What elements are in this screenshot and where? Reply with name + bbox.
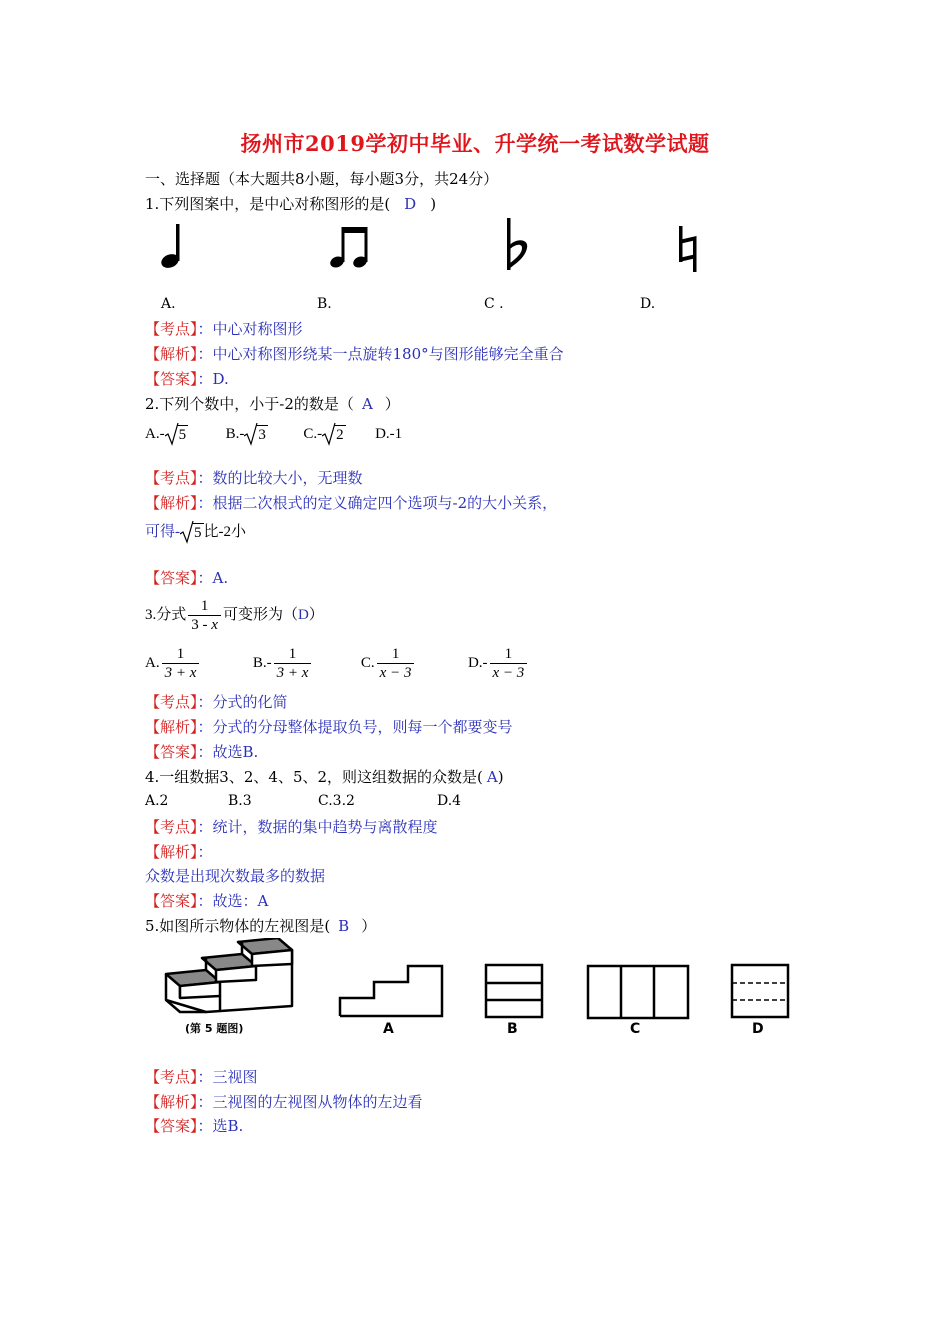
analysis-tag: 【解析】 xyxy=(145,494,198,512)
flat-sign-icon xyxy=(503,216,533,272)
sqrt-b: 3 xyxy=(244,425,268,445)
q2-stem-close: ） xyxy=(384,395,400,413)
q3-options xyxy=(145,643,529,683)
q4-stem xyxy=(145,767,504,787)
q4-point: ：统计，数据的集中趋势与离散程度 xyxy=(197,818,438,836)
q3-option-a: A. xyxy=(145,655,160,671)
q5-answer: B xyxy=(338,917,350,935)
q3-point: ：分式的化简 xyxy=(197,693,288,711)
q2-point: ：数的比较大小，无理数 xyxy=(197,469,363,487)
q3-result: ：故选B. xyxy=(197,743,259,761)
q2-option-b: B.- xyxy=(225,426,245,442)
q3-option-c-fraction: $\frac{1}{x - 3}$ xyxy=(377,645,415,682)
q2-stem xyxy=(145,394,400,414)
q5-option-b-shape xyxy=(484,963,544,1019)
q1-analysis: ：中心对称图形绕某一点旋转180°与图形能够完全重合 xyxy=(197,345,564,363)
q3-option-a-fraction: $\frac{1}{3 + x}$ xyxy=(162,645,200,682)
q5-stem-text: 5.如图所示物体的左视图是( xyxy=(145,917,331,935)
section-heading: 一、选择题（本大题共8小题，每小题3分，共24分） xyxy=(145,170,499,188)
quarter-note-icon xyxy=(155,220,195,272)
q4-option-d: D.4 xyxy=(437,793,462,809)
q2-option-d: D.-1 xyxy=(375,426,403,442)
q5-option-c-shape xyxy=(586,964,690,1020)
natural-sign-icon xyxy=(673,224,705,274)
q3-option-d: D.- xyxy=(467,655,488,671)
result-tag: 【答案】 xyxy=(145,569,198,587)
q5-stem-close: ） xyxy=(361,917,377,935)
q5-option-d-shape xyxy=(730,963,790,1019)
q5-analysis-line xyxy=(145,1092,423,1112)
q5-fig-label-c: C xyxy=(630,1021,641,1037)
q2-extra-post: 比-2小 xyxy=(203,524,246,540)
q3-answer: D xyxy=(297,607,309,623)
q2-analysis-line xyxy=(145,493,557,513)
q3-option-b-fraction: $\frac{1}{3 + x}$ xyxy=(274,645,312,682)
q3-stem-text-2: 可变形为（ xyxy=(222,607,298,623)
q4-point-line xyxy=(145,817,438,837)
q3-point-line xyxy=(145,692,288,712)
q4-extra-line xyxy=(145,866,325,886)
q1-option-b: B. xyxy=(317,296,332,312)
analysis-tag: 【解析】 xyxy=(145,718,198,736)
point-tag: 【考点】 xyxy=(145,469,198,487)
q3-stem xyxy=(145,595,324,635)
q1-stem xyxy=(145,194,436,214)
q5-fig-label-d: D xyxy=(752,1021,764,1037)
q4-analysis-line xyxy=(145,842,213,862)
sqrt-c: 2 xyxy=(322,425,346,445)
q1-point-line xyxy=(145,319,303,339)
q4-extra: 众数是出现次数最多的数据 xyxy=(145,867,326,885)
q4-stem-text: 4.一组数据3、2、4、5、2，则这组数据的众数是( xyxy=(145,768,483,786)
analysis-tag: 【解析】 xyxy=(145,843,198,861)
q5-option-a-shape xyxy=(338,964,444,1018)
q4-stem-close: ) xyxy=(497,768,504,786)
q3-option-d-fraction: $\frac{1}{x - 3}$ xyxy=(490,645,528,682)
q2-option-c: C.- xyxy=(303,426,323,442)
q1-stem-close: ) xyxy=(430,195,437,213)
q5-fig-label-b: B xyxy=(507,1021,518,1037)
q5-point-line xyxy=(145,1067,258,1087)
page-title: 扬州市2019学初中毕业、升学统一考试数学试题 xyxy=(240,131,710,156)
q1-option-c: C . xyxy=(484,296,504,312)
result-tag: 【答案】 xyxy=(145,892,198,910)
q5-result-line xyxy=(145,1116,243,1136)
q4-answer: A xyxy=(486,768,498,786)
q5-analysis: ：三视图的左视图从物体的左边看 xyxy=(197,1093,423,1111)
q3-option-b: B.- xyxy=(252,655,272,671)
q1-option-a: A. xyxy=(161,296,176,312)
analysis-tag: 【解析】 xyxy=(145,345,198,363)
q3-analysis-line xyxy=(145,717,513,737)
q1-result: ：D. xyxy=(197,370,229,388)
q3-option-c: C. xyxy=(360,655,375,671)
q2-result: ：A. xyxy=(197,569,229,587)
q2-point-line xyxy=(145,468,363,488)
q2-answer: A xyxy=(361,395,373,413)
q3-result-line xyxy=(145,742,258,762)
q3-stem-close: ） xyxy=(308,607,324,623)
q2-options xyxy=(145,424,402,445)
q5-figure-caption: (第 5 题图) xyxy=(185,1022,244,1035)
q4-result-line xyxy=(145,891,268,911)
q1-stem-text: 1.下列图案中，是中心对称图形的是( xyxy=(145,195,391,213)
sqrt-extra: 5 xyxy=(180,523,204,543)
result-tag: 【答案】 xyxy=(145,1117,198,1135)
q2-analysis: ：根据二次根式的定义确定四个选项与-2的大小关系， xyxy=(197,494,558,512)
q3-stem-text: 3.分式 xyxy=(145,607,187,623)
q4-analysis: ： xyxy=(197,843,213,861)
q4-option-a: A.2 xyxy=(145,793,169,809)
q2-option-a: A.- xyxy=(145,426,165,442)
q5-stem xyxy=(145,916,376,936)
q5-fig-label-a: A xyxy=(383,1021,394,1037)
q2-stem-text: 2.下列个数中，小于-2的数是（ xyxy=(145,395,354,413)
q2-extra-line xyxy=(145,522,246,543)
q1-answer: D xyxy=(404,195,417,213)
q4-option-b: B.3 xyxy=(228,793,252,809)
q4-result: ：故选：A xyxy=(197,892,269,910)
q3-stem-fraction: $\frac{1}{3 - x}$ xyxy=(188,597,221,634)
q5-result: ：选B. xyxy=(197,1117,244,1135)
q2-extra-pre: 可得- xyxy=(145,524,180,540)
staircase-figure xyxy=(162,938,302,1022)
q1-analysis-line xyxy=(145,344,564,364)
eighth-notes-icon xyxy=(328,222,372,272)
q3-analysis: ：分式的分母整体提取负号，则每一个都要变号 xyxy=(197,718,513,736)
q2-result-line xyxy=(145,568,228,588)
point-tag: 【考点】 xyxy=(145,1068,198,1086)
point-tag: 【考点】 xyxy=(145,818,198,836)
q1-result-line xyxy=(145,369,229,389)
q5-point: ：三视图 xyxy=(197,1068,258,1086)
point-tag: 【考点】 xyxy=(145,693,198,711)
result-tag: 【答案】 xyxy=(145,370,198,388)
q4-option-c: C.3.2 xyxy=(318,793,355,809)
q1-option-d: D. xyxy=(640,296,656,312)
sqrt-a: 5 xyxy=(165,425,189,445)
analysis-tag: 【解析】 xyxy=(145,1093,198,1111)
q1-point: ：中心对称图形 xyxy=(197,320,303,338)
result-tag: 【答案】 xyxy=(145,743,198,761)
point-tag: 【考点】 xyxy=(145,320,198,338)
